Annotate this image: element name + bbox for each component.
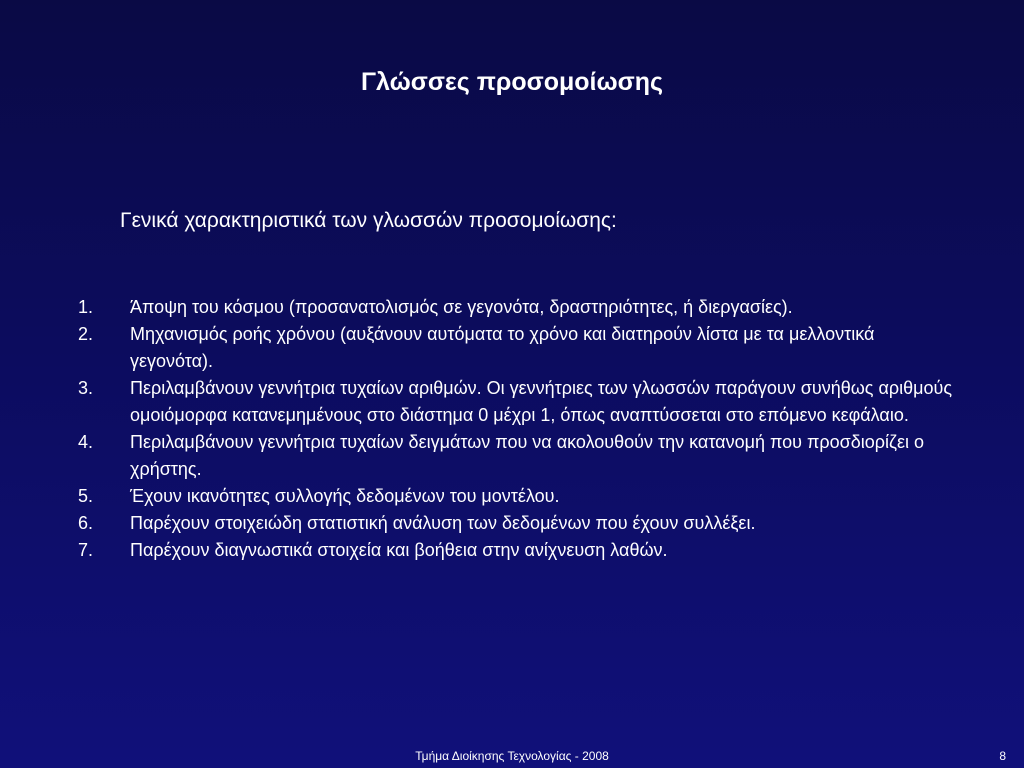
list-item-text: Περιλαμβάνουν γεννήτρια τυχαίων δειγμάτων που να ακολουθούν την κατανομή που προσδιορίζει ο χρήστης. <box>130 432 925 479</box>
page-number: 8 <box>999 749 1006 763</box>
list-item <box>78 429 958 483</box>
list-item-text: Παρέχουν διαγνωστικά στοιχεία και βοήθεια στην ανίχνευση λαθών. <box>130 540 668 560</box>
slide-subtitle: Γενικά χαρακτηριστικά των γλωσσών προσομοίωσης: <box>120 209 617 232</box>
list-item-text: Περιλαμβάνουν γεννήτρια τυχαίων αριθμών. Οι γεννήτριες των γλωσσών παράγουν συνήθως αριθμούς ομοιόμορφα κατανεμημένους στο διάστημα 0 μέχρι 1, όπως αναπτύσσεται στο επόμενο κεφάλαιο. <box>130 378 953 425</box>
list-item-text: Μηχανισμός ροής χρόνου (αυξάνουν αυτόματα το χρόνο και διατηρούν λίστα με τα μελλοντικά γεγονότα). <box>130 324 875 371</box>
list-item <box>78 537 958 564</box>
list-item <box>78 294 958 321</box>
list-item-number: 6. <box>78 513 94 533</box>
list-item-number: 4. <box>78 432 94 452</box>
list-item-number: 7. <box>78 540 94 560</box>
list-item-number: 3. <box>78 378 94 398</box>
list-item <box>78 375 958 429</box>
list-item <box>78 321 958 375</box>
list-item-text: Έχουν ικανότητες συλλογής δεδομένων του μοντέλου. <box>130 486 560 506</box>
list-item <box>78 510 958 537</box>
list-item-number: 5. <box>78 486 94 506</box>
list-item-text: Παρέχουν στοιχειώδη στατιστική ανάλυση των δεδομένων που έχουν συλλέξει. <box>130 513 756 533</box>
slide-title: Γλώσσες προσομοίωσης <box>360 68 663 96</box>
slide-footer: Τμήμα Διοίκησης Τεχνολογίας - 2008 <box>415 749 609 763</box>
list-item-number: 2. <box>78 324 94 344</box>
feature-list <box>78 294 958 564</box>
list-item-number: 1. <box>78 297 94 317</box>
list-item <box>78 483 958 510</box>
list-item-text: Άποψη του κόσμου (προσανατολισμός σε γεγονότα, δραστηριότητες, ή διεργασίες). <box>130 297 793 317</box>
